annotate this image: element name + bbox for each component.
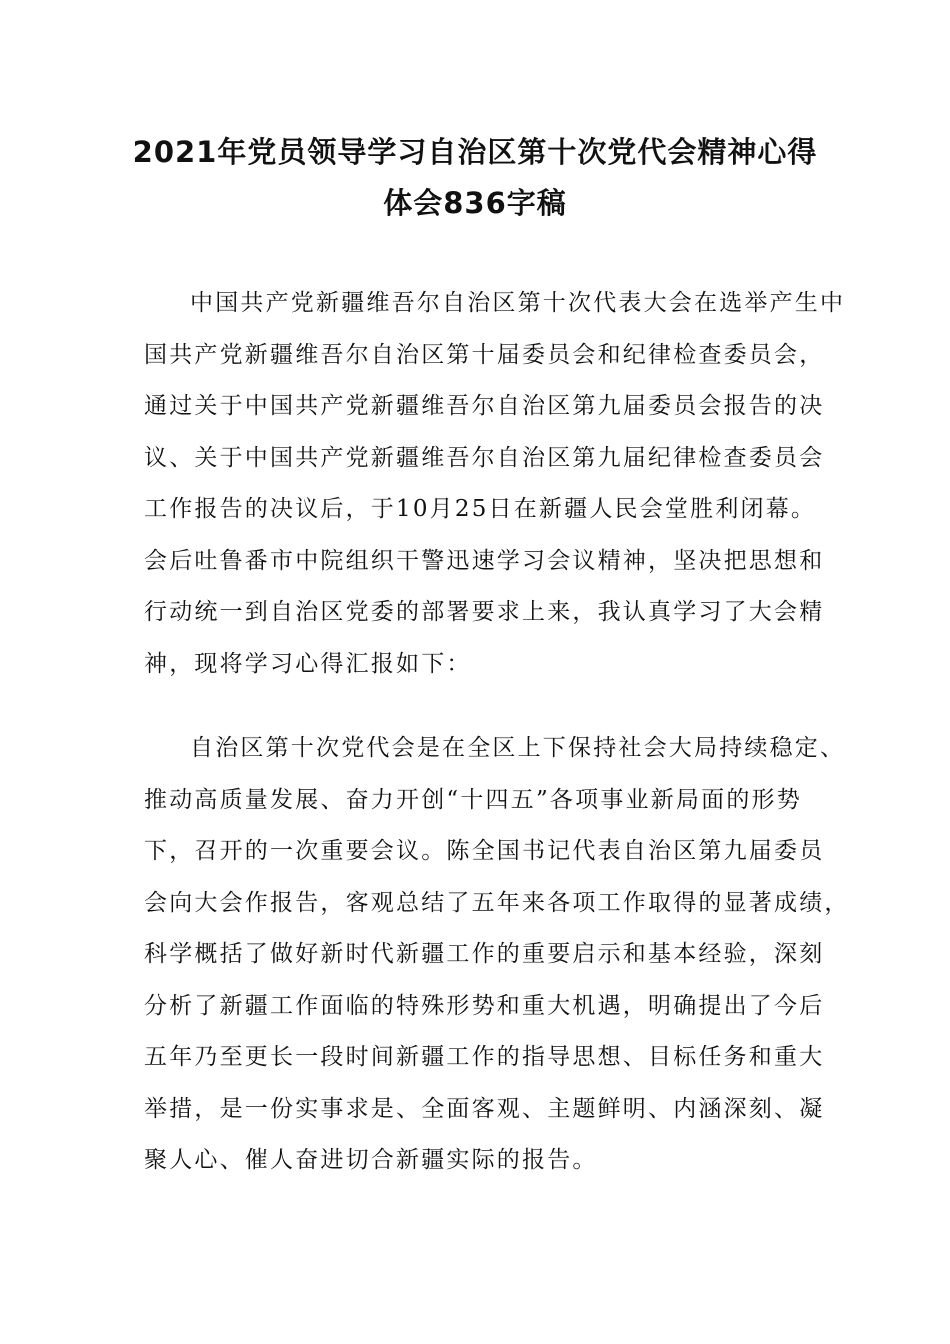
paragraph-line: 国共产党新疆维吾尔自治区第十届委员会和纪律检查委员会，	[144, 341, 825, 368]
paragraph-line: 聚人心、催人奋进切合新疆实际的报告。	[144, 1147, 598, 1173]
paragraph-line: 通过关于中国共产党新疆维吾尔自治区第九届委员会报告的决	[144, 393, 825, 419]
document-title-line-2: 体会836字稿	[383, 186, 567, 220]
paragraph-line: 工作报告的决议后，于10月25日在新疆人民会堂胜利闭幕。	[144, 496, 817, 522]
paragraph-line: 神，现将学习心得汇报如下：	[144, 650, 472, 677]
paragraph-2	[144, 723, 850, 1187]
paragraph-line: 会后吐鲁番市中院组织干警迅速学习会议精神，坚决把思想和	[144, 547, 825, 574]
paragraph-line: 议、关于中国共产党新疆维吾尔自治区第九届纪律检查委员会	[144, 444, 825, 471]
paragraph-line: 分析了新疆工作面临的特殊形势和重大机遇，明确提出了今后	[144, 992, 825, 1019]
document-title-line-1: 2021年党员领导学习自治区第十次党代会精神心得	[132, 135, 818, 169]
paragraph-line: 中国共产党新疆维吾尔自治区第十次代表大会在选举产生中	[190, 290, 846, 316]
paragraph-line: 行动统一到自治区党委的部署要求上来，我认真学习了大会精	[144, 599, 825, 625]
paragraph-1	[144, 278, 846, 690]
paragraph-line: 自治区第十次党代会是在全区上下保持社会大局持续稳定、	[190, 735, 846, 761]
paragraph-line: 科学概括了做好新时代新疆工作的重要启示和基本经验，深刻	[144, 941, 825, 967]
paragraph-line: 会向大会作报告，客观总结了五年来各项工作取得的显著成绩，	[144, 889, 850, 916]
paragraph-line: 五年乃至更长一段时间新疆工作的指导思想、目标任务和重大	[144, 1044, 825, 1070]
paragraph-line: 举措，是一份实事求是、全面客观、主题鲜明、内涵深刻、凝	[144, 1095, 825, 1122]
paragraph-line: 下，召开的一次重要会议。陈全国书记代表自治区第九届委员	[144, 838, 825, 864]
paragraph-line: 推动高质量发展、奋力开创“十四五”各项事业新局面的形势	[144, 786, 802, 813]
